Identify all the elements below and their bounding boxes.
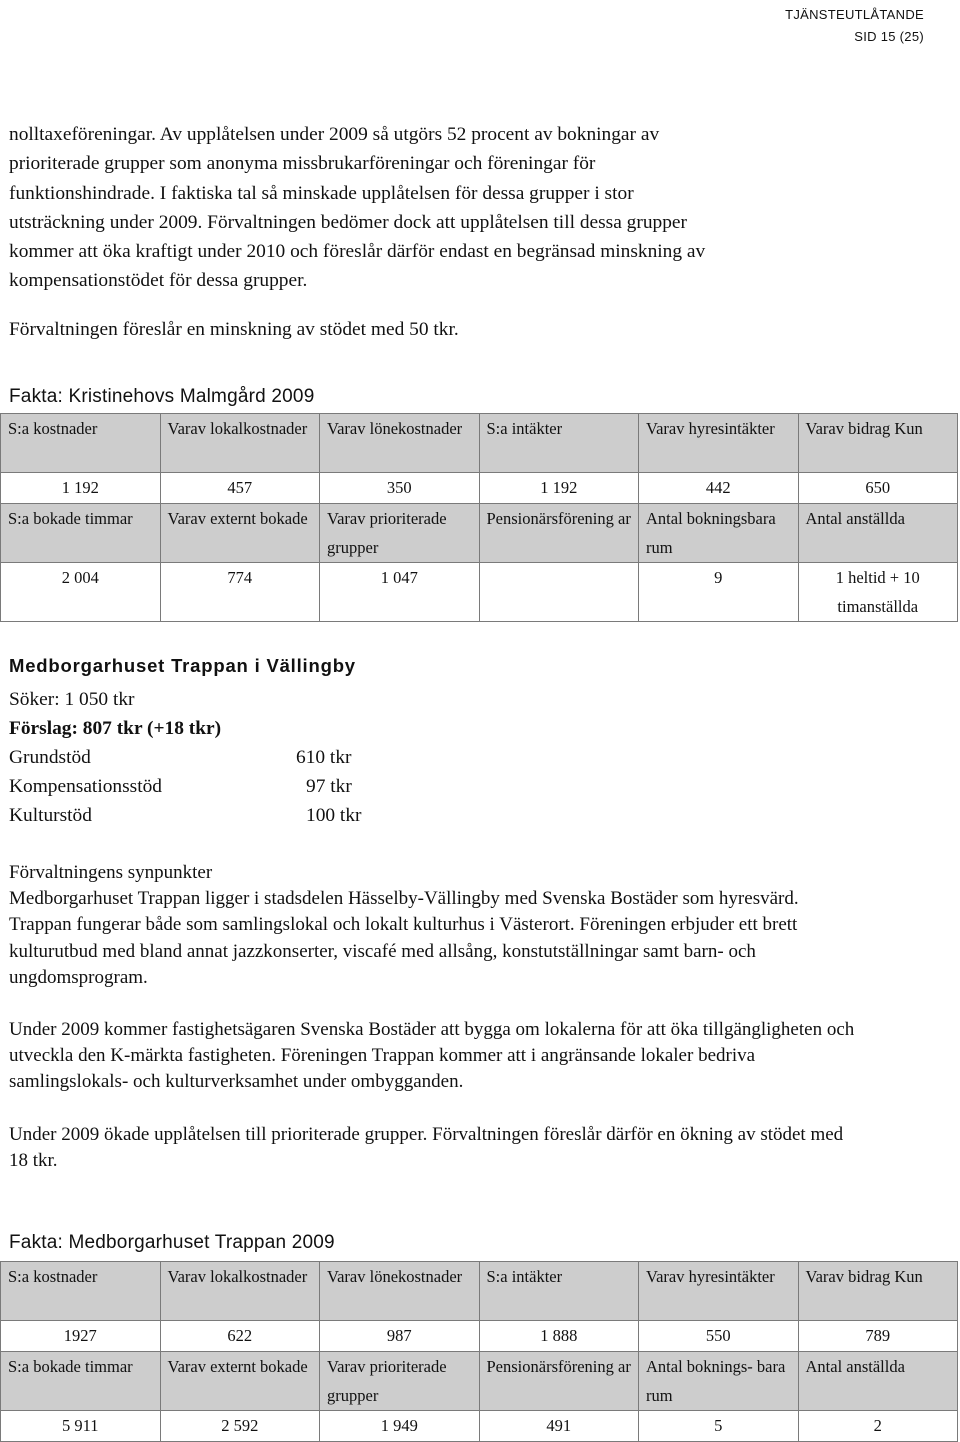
value-cell: 350: [320, 473, 480, 504]
header-cell: S:a kostnader: [1, 1262, 161, 1321]
value-cell: 1 047: [320, 563, 480, 622]
section-title: Medborgarhuset Trappan i Vällingby: [9, 655, 356, 676]
header-cell: Pensionärsförening ar: [479, 1352, 639, 1411]
support-label: Kompensationsstöd: [9, 776, 162, 797]
support-amount: 100 tkr: [306, 805, 362, 826]
table-row: [1, 1321, 958, 1352]
header-cell: S:a bokade timmar: [1, 1352, 161, 1411]
list-item: [9, 743, 609, 772]
header-cell: Varav hyresintäkter: [639, 1262, 799, 1321]
header-cell: Antal boknings- bara rum: [639, 1352, 799, 1411]
proposed-amount: Förslag: 807 tkr (+18 tkr): [9, 718, 222, 739]
value-cell: 491: [479, 1411, 639, 1442]
intro-line: kompensationstödet för dessa grupper.: [9, 270, 308, 292]
header-cell: Varav lokalkostnader: [160, 414, 320, 473]
intro-line: nolltaxeföreningar. Av upplåtelsen under 2009 så utgörs 52 procent av bokningar av: [9, 124, 660, 145]
intro-line: prioriterade grupper som anonyma missbrukarföreningar och föreningar för: [9, 153, 596, 175]
header-cell: Varav prioriterade grupper: [320, 504, 480, 563]
header-cell: Varav lönekostnader: [320, 1262, 480, 1321]
header-cell: S:a kostnader: [1, 414, 161, 473]
value-cell: 550: [639, 1321, 799, 1352]
value-cell: 457: [160, 473, 320, 504]
header-cell: Antal anställda: [798, 1352, 958, 1411]
support-label: Grundstöd: [9, 747, 91, 768]
table-header-row: [1, 1352, 958, 1411]
fakta-kristinehov-table: [0, 413, 958, 622]
value-cell: 1 888: [479, 1321, 639, 1352]
value-cell: 987: [320, 1321, 480, 1352]
value-cell: [479, 563, 639, 622]
intro-line: funktionshindrade. I faktiska tal så minskade upplåtelsen för dessa grupper i stor: [9, 182, 634, 204]
proposal-text: Förvaltningen föreslår en minskning av stödet med 50 tkr.: [9, 318, 459, 340]
document-type: TJÄNSTEUTLÅTANDE: [785, 7, 924, 22]
fakta-trappan-caption: Fakta: Medborgarhuset Trappan 2009: [9, 1232, 335, 1253]
header-cell: Varav externt bokade: [160, 1352, 320, 1411]
header-cell: Varav lönekostnader: [320, 414, 480, 473]
synpunkter-section: [9, 860, 859, 1200]
funding-summary: [9, 685, 609, 830]
intro-text: [9, 120, 835, 344]
value-cell: 1927: [1, 1321, 161, 1352]
header-cell: Varav bidrag Kun: [798, 414, 958, 473]
header-cell: Varav bidrag Kun: [798, 1262, 958, 1321]
paragraph: Under 2009 kommer fastighetsägaren Svenska Bostäder att bygga om lokalerna för att öka tillgängligheten och utveckla den K-märkta fastigheten. Föreningen Trappan kommer att i angränsande lokaler bedriva samlingslokals- och kulturverksamhet under ombygganden.: [9, 1019, 855, 1093]
table-header-row: [1, 414, 958, 473]
list-item: [9, 801, 609, 830]
value-cell: 5 911: [1, 1411, 161, 1442]
support-amount: 610 tkr: [296, 747, 352, 768]
value-cell: 9: [639, 563, 799, 622]
value-cell: 442: [639, 473, 799, 504]
intro-line: kommer att öka kraftigt under 2010 och föreslår därför endast en begränsad minskning av: [9, 241, 706, 263]
fakta-trappan-table: [0, 1261, 958, 1442]
list-item: [9, 772, 609, 801]
table-row: [1, 1411, 958, 1442]
header-cell: Varav hyresintäkter: [639, 414, 799, 473]
header-cell: Pensionärsförening ar: [479, 504, 639, 563]
value-cell: 2 004: [1, 563, 161, 622]
value-cell: 774: [160, 563, 320, 622]
table-row: [1, 563, 958, 622]
intro-line: utsträckning under 2009. Förvaltningen bedömer dock att upplåtelsen till dessa grupper: [9, 211, 687, 233]
header-cell: Varav externt bokade: [160, 504, 320, 563]
table-header-row: [1, 1262, 958, 1321]
page-number: SID 15 (25): [854, 29, 924, 44]
synpunkter-heading: Förvaltningens synpunkter: [9, 862, 213, 883]
table-row: [1, 473, 958, 504]
value-cell: 5: [639, 1411, 799, 1442]
header-cell: S:a bokade timmar: [1, 504, 161, 563]
value-cell: 2: [798, 1411, 958, 1442]
value-cell: 622: [160, 1321, 320, 1352]
value-cell: 1 heltid + 10 timanställda: [798, 563, 958, 622]
header-cell: Varav lokalkostnader: [160, 1262, 320, 1321]
paragraph: Under 2009 ökade upplåtelsen till prioriterade grupper. Förvaltningen föreslår därför en ökning av stödet med 18 tkr.: [9, 1123, 844, 1171]
header-cell: Antal anställda: [798, 504, 958, 563]
value-cell: 1 192: [479, 473, 639, 504]
header-cell: S:a intäkter: [479, 1262, 639, 1321]
header-cell: Antal bokningsbara rum: [639, 504, 799, 563]
support-label: Kulturstöd: [9, 805, 92, 826]
page-header: [785, 4, 924, 48]
support-amount: 97 tkr: [306, 776, 352, 797]
requested-amount: Söker: 1 050 tkr: [9, 689, 135, 710]
header-cell: Varav prioriterade grupper: [320, 1352, 480, 1411]
value-cell: 2 592: [160, 1411, 320, 1442]
table-header-row: [1, 504, 958, 563]
paragraph: Medborgarhuset Trappan ligger i stadsdelen Hässelby-Vällingby med Svenska Bostäder som hyresvärd. Trappan fungerar både som samlingslokal och lokalt kulturhus i Västerort. Föreningen erbjuder ett brett kulturutbud med bland annat jazzkonserter, viscafé med allsång, konstutställningar samt barn- och ungdomsprogram.: [9, 888, 799, 988]
fakta-kristinehov-caption: Fakta: Kristinehovs Malmgård 2009: [9, 386, 315, 407]
value-cell: 650: [798, 473, 958, 504]
value-cell: 789: [798, 1321, 958, 1352]
value-cell: 1 949: [320, 1411, 480, 1442]
header-cell: S:a intäkter: [479, 414, 639, 473]
value-cell: 1 192: [1, 473, 161, 504]
